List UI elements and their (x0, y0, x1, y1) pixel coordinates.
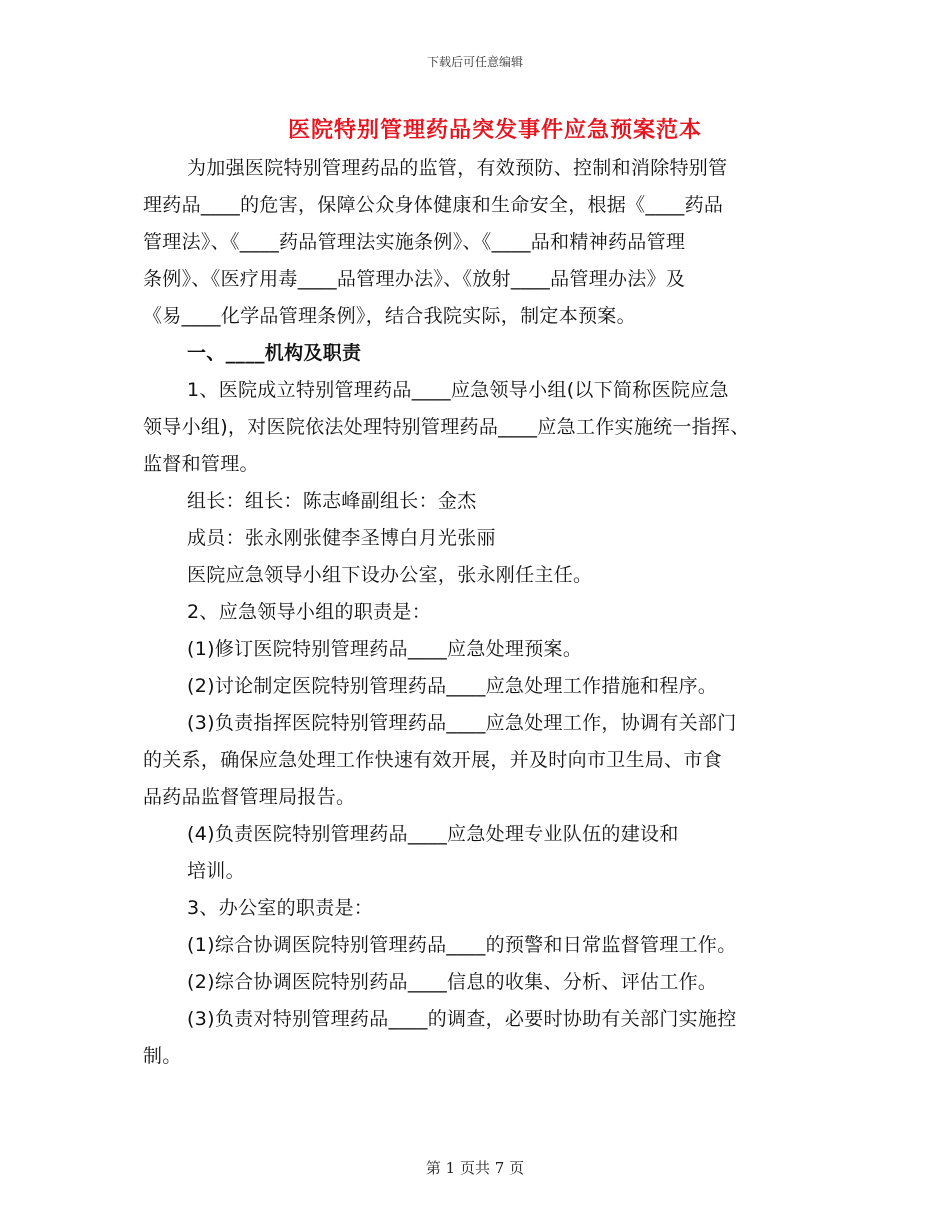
body-line: 为加强医院特别管理药品的监管，有效预防、控制和消除特别管 (187, 157, 728, 179)
body-line: 《易____化学品管理条例》，结合我院实际，制定本预案。 (143, 305, 636, 327)
body-line: 品药品监督管理局报告。 (143, 786, 356, 808)
body-line: 制。 (143, 1045, 182, 1067)
document-body (143, 150, 823, 1075)
body-line: 管理法》、《____药品管理法实施条例》、《____品和精神药品管理 (143, 231, 686, 253)
body-line: (1)综合协调医院特别管理药品____的预警和日常监督管理工作。 (187, 934, 737, 956)
body-line: 医院应急领导小组下设办公室，张永刚任主任。 (187, 564, 593, 586)
body-line: (1)修订医院特别管理药品____应急处理预案。 (187, 638, 583, 660)
body-line: (4)负责医院特别管理药品____应急处理专业队伍的建设和 (187, 823, 679, 845)
body-line: 的关系，确保应急处理工作快速有效开展，并及时向市卫生局、市食 (143, 749, 723, 771)
body-line: 监督和管理。 (143, 453, 259, 475)
body-line: 成员：张永刚张健李圣博白月光张丽 (187, 527, 496, 549)
body-line: (2)综合协调医院特别药品____信息的收集、分析、评估工作。 (187, 971, 718, 993)
body-line: 一、____机构及职责 (187, 342, 362, 364)
body-line: (3)负责对特别管理药品____的调查，必要时协助有关部门实施控 (187, 1008, 737, 1030)
page-footer: 第 1 页共 7 页 (425, 1159, 525, 1177)
body-line: 组长：组长：陈志峰副组长：金杰 (187, 490, 477, 512)
header-note: 下载后可任意编辑 (426, 55, 523, 69)
body-line: 2、应急领导小组的职责是： (187, 601, 431, 623)
body-line: (3)负责指挥医院特别管理药品____应急处理工作，协调有关部门 (187, 712, 737, 734)
body-line: 培训。 (187, 860, 245, 882)
document-title: 医院特别管理药品突发事件应急预案范本 (287, 118, 702, 143)
body-line: 理药品____的危害，保障公众身体健康和生命安全，根据《____药品 (143, 194, 724, 216)
body-line: 领导小组)，对医院依法处理特别管理药品____应急工作实施统一指挥、 (143, 416, 750, 438)
body-line: 1、医院成立特别管理药品____应急领导小组(以下简称医院应急 (187, 379, 729, 401)
body-line: (2)讨论制定医院特别管理药品____应急处理工作措施和程序。 (187, 675, 718, 697)
body-line: 条例》、《医疗用毒____品管理办法》、《放射____品管理办法》及 (143, 268, 686, 290)
body-line: 3、办公室的职责是： (187, 897, 374, 919)
